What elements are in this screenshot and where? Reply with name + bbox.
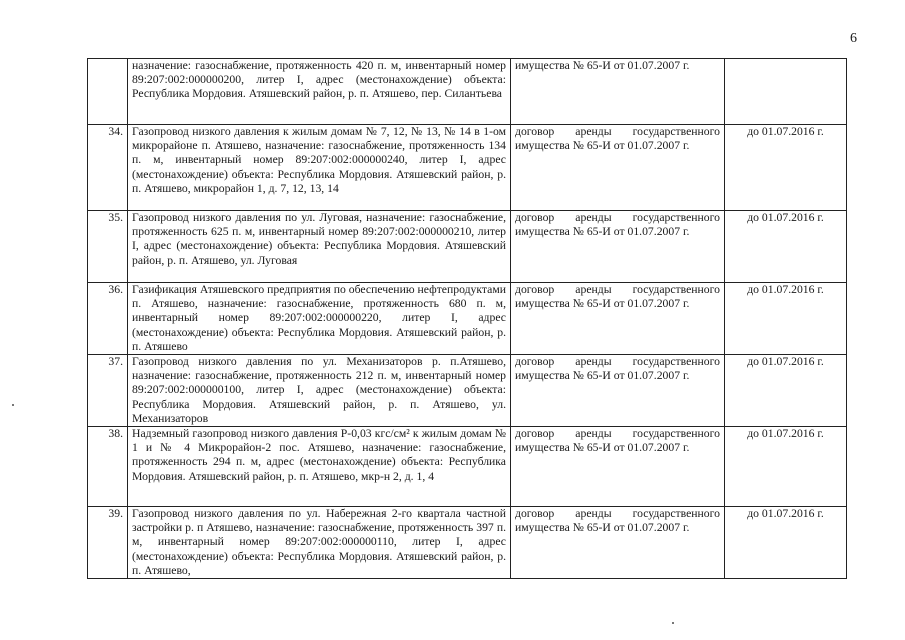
page-number: 6 (850, 31, 857, 46)
table-row (88, 355, 847, 427)
lease-basis: договор аренды государственного имущества № 65-И от 01.07.2007 г. (511, 211, 725, 283)
property-description: Газопровод низкого давления по ул. Набережная 2-го квартала частной застройки р. п Атяшево, назначение: газоснабжение, протяженность 397 п. м, инвентарный номер 89:207:002:000000110, литер I, адрес (местонахождение) объекта: Республика Мордовия. Атяшевский район, р. п. Атяшево, (128, 507, 511, 579)
row-number: 38. (88, 427, 128, 507)
property-registry-table (87, 58, 847, 579)
property-description: назначение: газоснабжение, протяженность 420 п. м, инвентарный номер 89:207:002:000000200, литер I, адрес (местонахождение) объекта: Республика Мордовия. Атяшевский район, р. п. Атяшево, пер. Силантьева (128, 59, 511, 125)
lease-term: до 01.07.2016 г. (725, 507, 847, 579)
lease-term: до 01.07.2016 г. (725, 211, 847, 283)
scan-speck (672, 622, 674, 624)
lease-term: до 01.07.2016 г. (725, 283, 847, 355)
table-row (88, 59, 847, 125)
lease-basis: имущества № 65-И от 01.07.2007 г. (511, 59, 725, 125)
lease-term: до 01.07.2016 г. (725, 427, 847, 507)
row-number: 34. (88, 125, 128, 211)
lease-basis: договор аренды государственного имущества № 65-И от 01.07.2007 г. (511, 507, 725, 579)
scan-speck (12, 404, 14, 406)
row-number: 37. (88, 355, 128, 427)
lease-basis: договор аренды государственного имущества № 65-И от 01.07.2007 г. (511, 355, 725, 427)
property-description: Газопровод низкого давления к жилым домам № 7, 12, № 13, № 14 в 1-ом микрорайоне п. Атяшево, назначение: газоснабжение, протяженность 134 п. м, инвентарный номер 89:207:002:000000240, литер I, адрес (местонахождение) объекта: Республика Мордовия. Атяшевский район, р. п. Атяшево, микрорайон 1, д. 7, 12, 13, 14 (128, 125, 511, 211)
row-number: 36. (88, 283, 128, 355)
property-description: Газификация Атяшевского предприятия по обеспечению нефтепродуктами п. Атяшево, назначение: газоснабжение, протяженность 680 п. м, инвентарный номер 89:207:002:000000220, литер I, адрес (местонахождение) объекта: Республика Мордовия. Атяшевский район, р. п. Атяшево (128, 283, 511, 355)
lease-basis: договор аренды государственного имущества № 65-И от 01.07.2007 г. (511, 125, 725, 211)
row-number (88, 59, 128, 125)
table-row (88, 283, 847, 355)
property-description: Газопровод низкого давления по ул. Луговая, назначение: газоснабжение, протяженность 625 п. м, инвентарный номер 89:207:002:000000210, литер I, адрес (местонахождение) объекта: Республика Мордовия. Атяшевский район, р. п. Атяшево, ул. Луговая (128, 211, 511, 283)
property-description: Газопровод низкого давления по ул. Механизаторов р. п.Атяшево, назначение: газоснабжение, протяженность 212 п. м, инвентарный номер 89:207:002:000000100, литер I, адрес (местонахождение) объекта: Республика Мордовия. Атяшевский район, р. п. Атяшево, ул. Механизаторов (128, 355, 511, 427)
table-row (88, 211, 847, 283)
lease-term (725, 59, 847, 125)
lease-basis: договор аренды государственного имущества № 65-И от 01.07.2007 г. (511, 427, 725, 507)
lease-basis: договор аренды государственного имущества № 65-И от 01.07.2007 г. (511, 283, 725, 355)
table-row (88, 427, 847, 507)
table-row (88, 507, 847, 579)
row-number: 39. (88, 507, 128, 579)
table-row (88, 125, 847, 211)
property-description: Надземный газопровод низкого давления Р-0,03 кгс/см² к жилым домам № 1 и № 4 Микрорайон-2 пос. Атяшево, назначение: газоснабжение, протяженность 294 п. м, адрес (местонахождение) объекта: Республика Мордовия. Атяшевский район, р. п. Атяшево, мкр-н 2, д. 1, 4 (128, 427, 511, 507)
lease-term: до 01.07.2016 г. (725, 355, 847, 427)
lease-term: до 01.07.2016 г. (725, 125, 847, 211)
row-number: 35. (88, 211, 128, 283)
